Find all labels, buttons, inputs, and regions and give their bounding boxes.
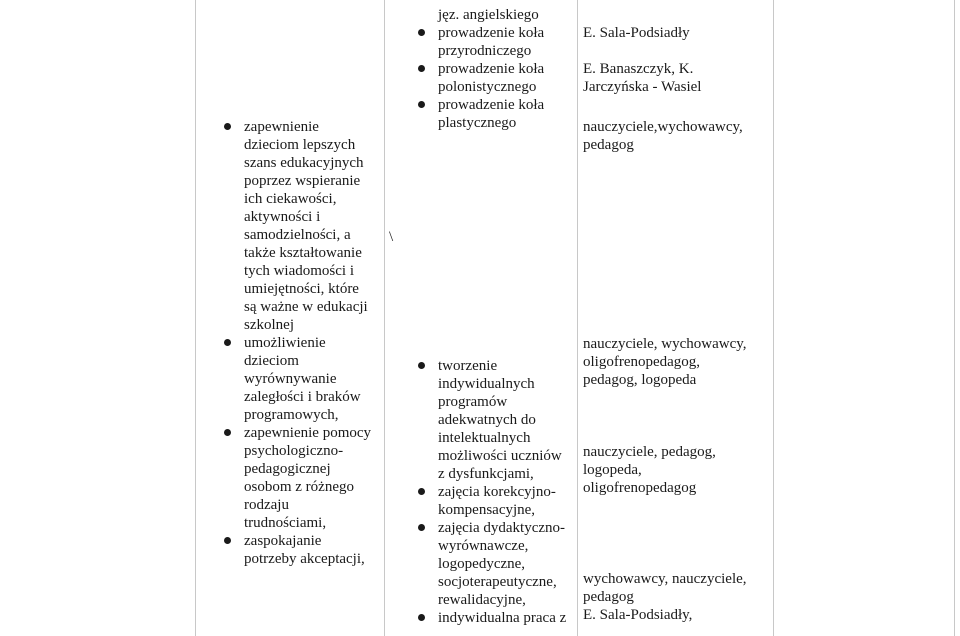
list-item: zajęcia korekcyjno- kompensacyjne, — [418, 483, 576, 519]
list-item: prowadzenie koła polonistycznego — [418, 60, 576, 96]
table-border — [954, 0, 955, 636]
table-border — [195, 0, 196, 636]
list-item: zapewnienie pomocy psychologiczno- pedagogicznej osobom z różnego rodzaju trudnościami, — [224, 424, 389, 532]
list-item: prowadzenie koła przyrodniczego — [418, 24, 576, 60]
list-item: zaspokajanie potrzeby akceptacji, — [224, 532, 389, 568]
continuation-text: jęz. angielskiego — [438, 7, 539, 23]
goals-column — [224, 118, 389, 568]
list-item: prowadzenie koła plastycznego — [418, 96, 576, 132]
responsible-text: nauczyciele, pedagog, logopeda, oligofrenopedagog — [583, 444, 716, 496]
activities-column — [418, 6, 576, 132]
responsible-text: wychowawcy, nauczyciele, pedagog E. Sala-Podsiadły, — [583, 571, 747, 623]
responsible-text: nauczyciele,wychowawcy, pedagog — [583, 119, 743, 153]
responsible-text: E. Banaszczyk, K. Jarczyńska - Wasiel — [583, 61, 702, 95]
activities-column-lower — [418, 357, 576, 627]
activities-list-top — [418, 24, 576, 132]
goals-list — [224, 118, 389, 568]
list-item: umożliwienie dzieciom wyrównywanie zaległości i braków programowych, — [224, 334, 389, 424]
list-item: zajęcia dydaktyczno- wyrównawcze, logopedyczne, socjoterapeutyczne, rewalidacyjne, — [418, 519, 576, 609]
backslash-mark: \ — [389, 229, 394, 245]
responsible-text: nauczyciele, wychowawcy, oligofrenopedagog, pedagog, logopeda — [583, 336, 747, 388]
responsible-text: E. Sala-Podsiadły — [583, 25, 690, 41]
list-item: indywidualna praca z — [418, 609, 576, 627]
table-border — [773, 0, 774, 636]
activities-list-bottom — [418, 357, 576, 627]
list-item: tworzenie indywidualnych programów adekwatnych do intelektualnych możliwości uczniów z dysfunkcjami, — [418, 357, 576, 483]
table-border — [577, 0, 578, 636]
list-item: zapewnienie dzieciom lepszych szans edukacyjnych poprzez wspieranie ich ciekawości, aktywności i samodzielności, a także kształtowanie tych wiadomości i umiejętności, które są ważne w edukacji szkolnej — [224, 118, 389, 334]
